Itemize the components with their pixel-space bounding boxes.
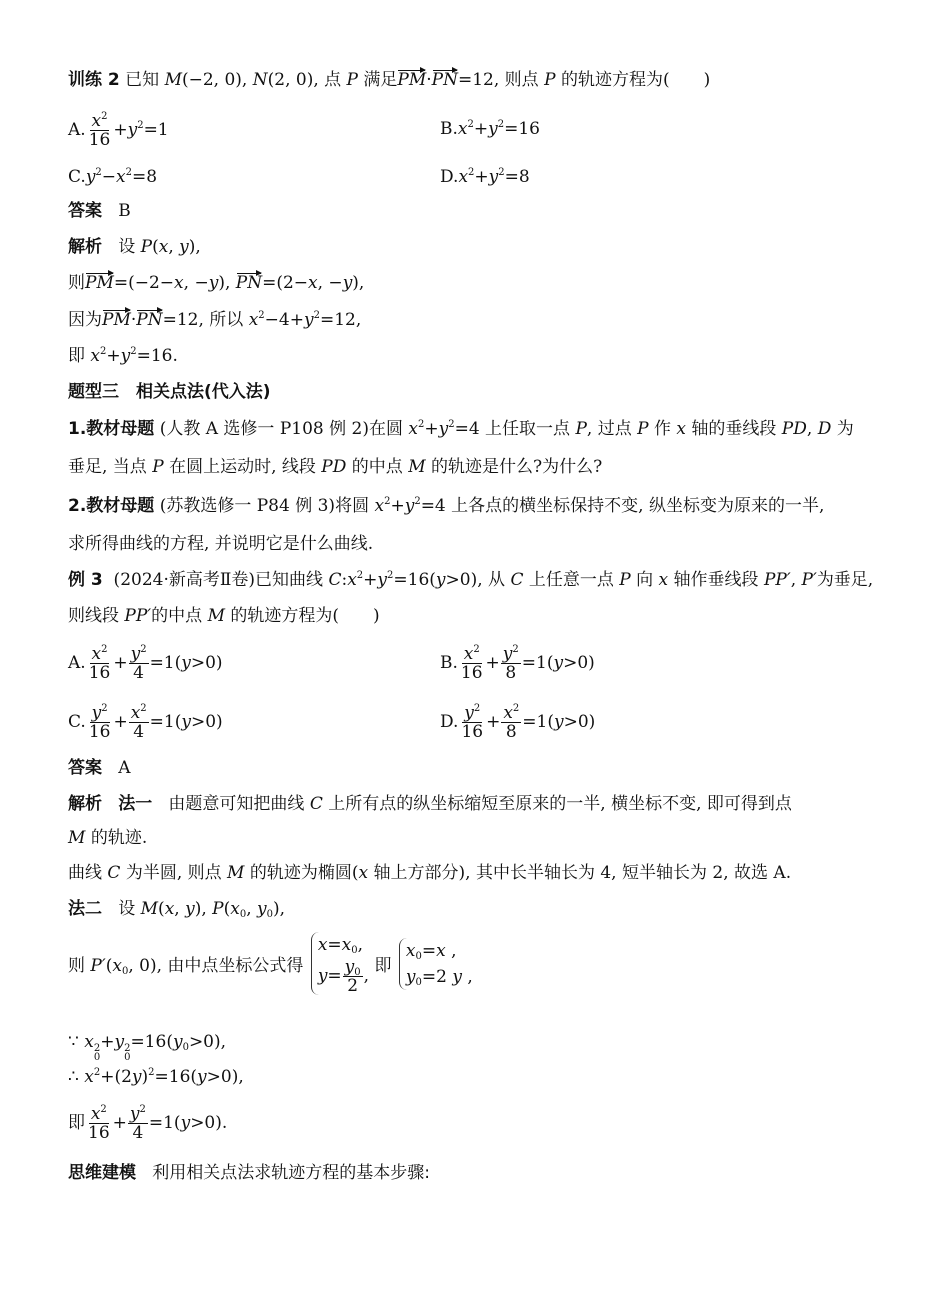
example3-line1: 例 3 (2024·新高考Ⅱ卷)已知曲线 $C:x^2+y^2=16(y>0)$, 从 C 上任意一点 P 向 x 轴作垂线段 PP′, P′为垂足,: [68, 570, 874, 590]
example3-answer: 答案 A: [68, 758, 131, 778]
system-brace-1: $x=x_0$, y= $\frac{y_0}{2}$ ,: [311, 932, 369, 995]
training2-option-d: $D.x^2+y^2=8$: [440, 167, 530, 187]
example3-method2-line3: ∵ x 2 0 +y 2 0 $=16(y_0>0)$,: [68, 1032, 227, 1063]
training2-option-c: $C.y^2-x^2=8$: [68, 167, 158, 187]
training2-answer: 答案 B: [68, 201, 131, 221]
training2-option-a: A. $\frac{x^2}{16}$ $+y^2=1$: [68, 111, 169, 150]
problem2-line2: 求所得曲线的方程, 并说明它是什么曲线.: [68, 534, 374, 554]
example3-method2-line4: ∴ $x^2+(2y)^2=16(y>0)$,: [68, 1067, 244, 1087]
training2-stem: 训练 2 已知 M(−2, 0), N(2, 0), 点 P 满足PM·PN=12, 则点 P 的轨迹方程为( ): [68, 70, 711, 90]
modeling-line: 思维建模 利用相关点法求轨迹方程的基本步骤:: [68, 1163, 430, 1183]
training2-option-b: $B.x^2+y^2=16$: [440, 119, 540, 139]
example3-option-b: B. $\frac{x^2}{16}$ + $\frac{y^2}{8}$ =1(y>0): [440, 644, 595, 683]
section-title: 题型三 相关点法(代入法): [68, 382, 271, 402]
example3-method2-line5: 即 $\frac{x^2}{16}$ + $\frac{y^2}{4}$ =1(y>0).: [68, 1104, 228, 1143]
problem2-line1: 2.教材母题 (苏教选修一 P84 例 3)将圆 $x^2+y^2=4$ 上各点的横坐标保持不变, 纵坐标变为原来的一半,: [68, 496, 825, 516]
problem1-line1: 1.教材母题 (人教 A 选修一 P108 例 2)在圆 $x^2+y^2=4$ 上任取一点 P, 过点 P 作 x 轴的垂线段 PD, D 为: [68, 419, 854, 439]
training2-label: 训练 2: [68, 70, 120, 90]
training2-analysis-2: 则PM=(−2−x, −y), PN=(2−x, −y),: [68, 273, 365, 293]
example3-line2: 则线段 PP′的中点 M 的轨迹方程为( ): [68, 606, 380, 626]
problem1-line2: 垂足, 当点 P 在圆上运动时, 线段 PD 的中点 M 的轨迹是什么?为什么?: [68, 457, 603, 477]
example3-method1-line1: 解析 法一 由题意可知把曲线 C 上所有点的纵坐标缩短至原来的一半, 横坐标不变, 即可得到点: [68, 794, 792, 814]
example3-method1-line3: 曲线 C 为半圆, 则点 M 的轨迹为椭圆(x 轴上方部分), 其中长半轴长为 4, 短半轴长为 2, 故选 A.: [68, 863, 792, 883]
example3-option-d: D. $\frac{y^2}{16}$ + $\frac{x^2}{8}$ =1(y>0): [440, 703, 596, 742]
training2-analysis-1: 解析 设 P(x, y),: [68, 237, 201, 257]
example3-method2-line1: 法二 设 M(x, y), $P(x_0$, $y_0$),: [68, 899, 286, 920]
training2-analysis-4: 即 $x^2+y^2=16$.: [68, 346, 178, 366]
example3-option-a: A. $\frac{x^2}{16}$ + $\frac{y^2}{4}$ =1(y>0): [68, 644, 223, 683]
example3-method2-line2: 则 $P'(x_0$, 0), 由中点坐标公式得 $x=x_0$, y= $\frac{y_0}{2}$ , 即 $x_0=x$ , $y_0=2$ y ,: [68, 932, 473, 995]
system-brace-2: $x_0=x$ , $y_0=2$ y ,: [399, 938, 473, 990]
example3-method1-line2: M 的轨迹.: [68, 828, 148, 848]
example3-option-c: C. $\frac{y^2}{16}$ + $\frac{x^2}{4}$ =1(y>0): [68, 703, 223, 742]
training2-analysis-3: 因为PM·PN=12, 所以 $x^2-4+y^2=12$,: [68, 310, 362, 330]
